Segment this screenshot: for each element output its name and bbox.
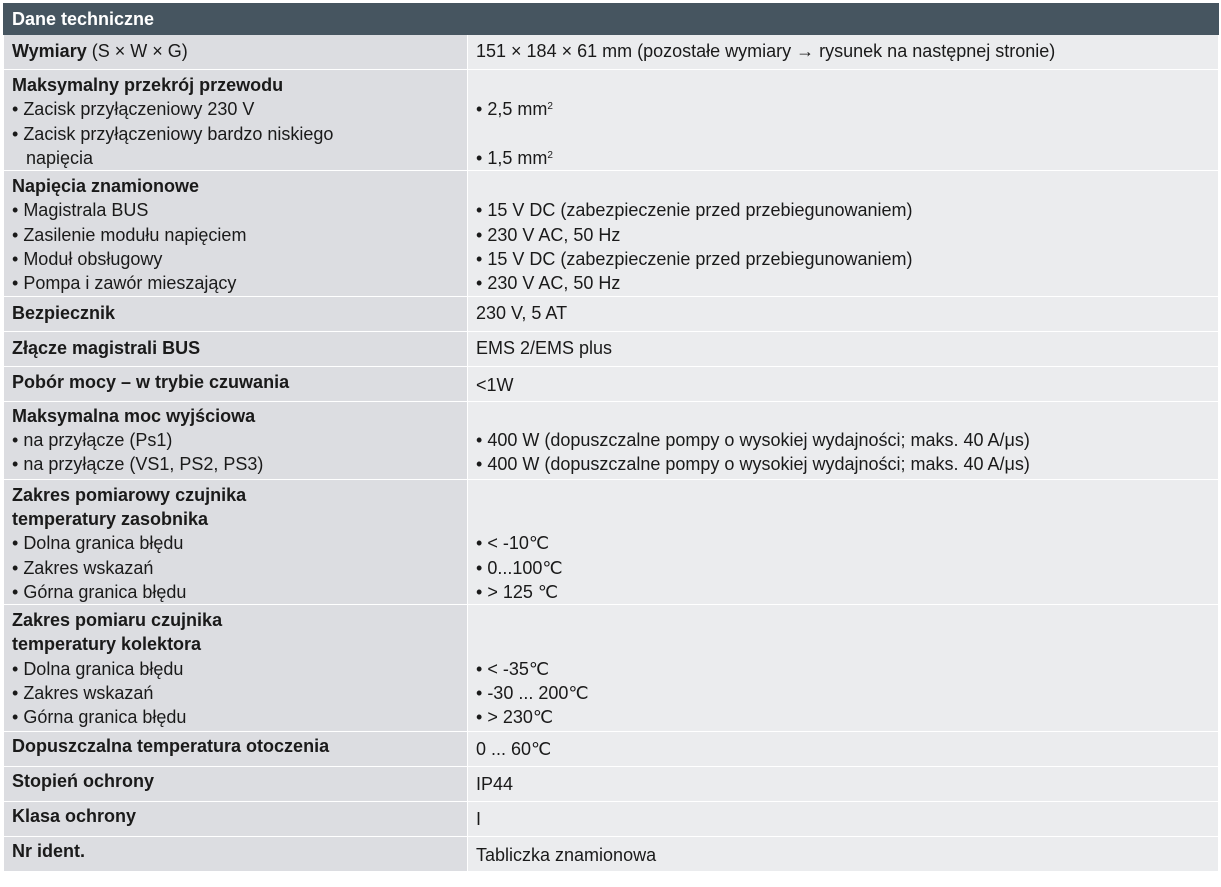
table-row bbox=[4, 35, 1219, 70]
table-row bbox=[4, 479, 1219, 604]
row-value: EMS 2/EMS plus bbox=[476, 337, 613, 358]
list-item-label: • Dolna granica błędu bbox=[12, 657, 459, 681]
row-value: 151 × 184 × 61 mm (pozostałe wymiary → rysunek na następnej stronie) bbox=[476, 41, 1056, 61]
value-cell bbox=[468, 767, 1219, 802]
list-item-value: • < -35℃ bbox=[476, 657, 1210, 681]
list-item-value: • > 125 ℃ bbox=[476, 580, 1210, 604]
row-label: Klasa ochrony bbox=[12, 806, 137, 827]
label-cell bbox=[4, 171, 468, 296]
row-value: I bbox=[476, 809, 482, 830]
table-row bbox=[4, 802, 1219, 837]
list-item-label: • Pompa i zawór mieszający bbox=[12, 271, 459, 295]
list-item-label: • Magistrala BUS bbox=[12, 198, 459, 222]
row-label: Zakres pomiaru czujnika bbox=[12, 610, 223, 631]
label-cell bbox=[4, 605, 468, 732]
table-row bbox=[4, 366, 1219, 401]
value-cell bbox=[468, 70, 1219, 171]
row-value: Tabliczka znamionowa bbox=[476, 845, 657, 866]
row-label: Napięcia znamionowe bbox=[12, 176, 200, 197]
table-row bbox=[4, 331, 1219, 366]
tech-data-table bbox=[3, 3, 1219, 872]
list-item-label-continued: napięcia bbox=[26, 147, 94, 168]
table-row bbox=[4, 605, 1219, 732]
value-cell bbox=[468, 366, 1219, 401]
value-cell bbox=[468, 35, 1219, 70]
label-cell bbox=[4, 479, 468, 604]
table-row bbox=[4, 732, 1219, 767]
list-item-value: • 230 V AC, 50 Hz bbox=[476, 271, 1210, 295]
value-cell bbox=[468, 732, 1219, 767]
list-item-label: • na przyłącze (VS1, PS2, PS3) bbox=[12, 452, 459, 476]
list-item-label: • Dolna granica błędu bbox=[12, 531, 459, 555]
list-item-value: • > 230℃ bbox=[476, 705, 1210, 729]
label-cell bbox=[4, 331, 468, 366]
label-cell bbox=[4, 35, 468, 70]
list-item-value: • 1,5 $mm^2$ bbox=[476, 146, 1210, 170]
table-row bbox=[4, 767, 1219, 802]
row-label: Maksymalna moc wyjściowa bbox=[12, 405, 256, 426]
value-cell bbox=[468, 802, 1219, 837]
value-cell bbox=[468, 331, 1219, 366]
list-item-label: • Zakres wskazań bbox=[12, 556, 459, 580]
list-item-label: • Zakres wskazań bbox=[12, 681, 459, 705]
row-value: <1W bbox=[476, 374, 514, 395]
list-item-label: • Moduł obsługowy bbox=[12, 247, 459, 271]
table-row bbox=[4, 70, 1219, 171]
list-item-value: • 0...100℃ bbox=[476, 556, 1210, 580]
label-cell bbox=[4, 401, 468, 479]
tech-data-table-wrapper bbox=[3, 3, 1218, 872]
list-item-value: • 230 V AC, 50 Hz bbox=[476, 223, 1210, 247]
row-value: 0 ... 60℃ bbox=[476, 739, 552, 760]
list-item-label: • na przyłącze (Ps1) bbox=[12, 428, 459, 452]
row-label: Zakres pomiarowy czujnika bbox=[12, 484, 247, 505]
list-item-value: • 15 V DC (zabezpieczenie przed przebiegunowaniem) bbox=[476, 247, 1210, 271]
value-cell bbox=[468, 296, 1219, 331]
list-item-label: • Górna granica błędu bbox=[12, 705, 459, 729]
label-cell bbox=[4, 366, 468, 401]
list-item-value: • -30 ... 200℃ bbox=[476, 681, 1210, 705]
list-item-label: • Zacisk przyłączeniowy bardzo niskiego bbox=[12, 122, 459, 146]
label-cell bbox=[4, 837, 468, 872]
list-item-value: • 400 W (dopuszczalne pompy o wysokiej wydajności; maks. 40 A/μs) bbox=[476, 452, 1210, 476]
row-label: Bezpiecznik bbox=[12, 302, 116, 323]
value-cell bbox=[468, 479, 1219, 604]
value-cell bbox=[468, 605, 1219, 732]
value-cell bbox=[468, 171, 1219, 296]
table-row bbox=[4, 296, 1219, 331]
label-cell bbox=[4, 767, 468, 802]
row-value: IP44 bbox=[476, 774, 514, 795]
row-value: 230 V, 5 AT bbox=[476, 302, 568, 323]
row-label-continued: temperatury kolektora bbox=[12, 634, 202, 655]
list-item-label: • Górna granica błędu bbox=[12, 580, 459, 604]
row-label: Nr ident. bbox=[12, 841, 86, 862]
table-row bbox=[4, 401, 1219, 479]
table-title: Dane techniczne bbox=[4, 4, 1219, 35]
table-header-row bbox=[4, 4, 1219, 35]
row-label: Maksymalny przekrój przewodu bbox=[12, 75, 284, 95]
table-row bbox=[4, 171, 1219, 296]
row-label: Stopień ochrony bbox=[12, 771, 155, 792]
label-cell bbox=[4, 296, 468, 331]
list-item-value: • < -10℃ bbox=[476, 531, 1210, 555]
row-label: Wymiary bbox=[12, 41, 87, 61]
value-cell bbox=[468, 837, 1219, 872]
list-item-value: • 2,5 $mm^2$ bbox=[476, 97, 1210, 121]
row-label: Złącze magistrali BUS bbox=[12, 337, 201, 358]
list-item-label: • Zacisk przyłączeniowy 230 V bbox=[12, 97, 459, 121]
row-label: Dopuszczalna temperatura otoczenia bbox=[12, 736, 330, 757]
row-label-continued: temperatury zasobnika bbox=[12, 508, 209, 529]
label-cell bbox=[4, 732, 468, 767]
label-cell bbox=[4, 802, 468, 837]
list-item-value: • 400 W (dopuszczalne pompy o wysokiej wydajności; maks. 40 A/μs) bbox=[476, 428, 1210, 452]
row-label-suffix: (S × W × G) bbox=[86, 41, 188, 61]
row-label: Pobór mocy – w trybie czuwania bbox=[12, 371, 290, 392]
value-cell bbox=[468, 401, 1219, 479]
table-row bbox=[4, 837, 1219, 872]
label-cell bbox=[4, 70, 468, 171]
list-item-label: • Zasilenie modułu napięciem bbox=[12, 223, 459, 247]
list-item-value: • 15 V DC (zabezpieczenie przed przebiegunowaniem) bbox=[476, 198, 1210, 222]
